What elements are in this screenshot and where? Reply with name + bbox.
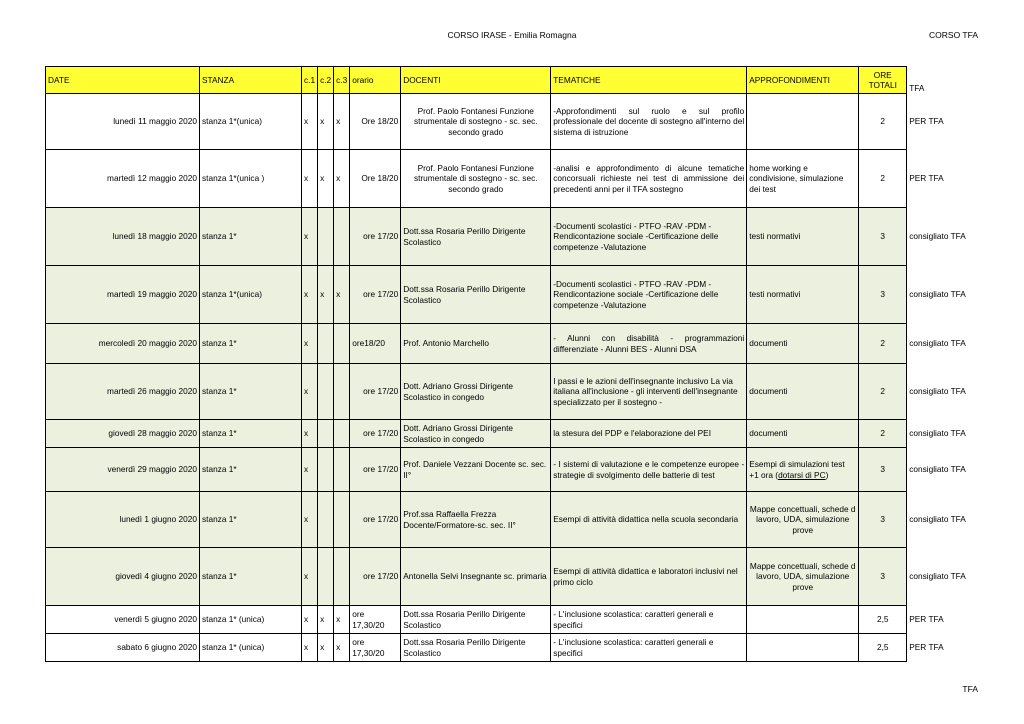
- cell-time: ore 17/20: [350, 266, 401, 324]
- table-row: [46, 548, 971, 606]
- cell-room: stanza 1*: [200, 208, 302, 266]
- cell-teacher: Prof. Paolo Fontanesi Funzione strumentale di sostegno - sc. sec. secondo grado: [401, 94, 551, 150]
- cell-c2: x: [318, 94, 334, 150]
- cell-topics: - I sistemi di valutazione e le competenze europee - strategie di svolgimento delle batterie di test: [551, 448, 747, 492]
- cell-extra: documenti: [747, 324, 859, 364]
- cell-c2: x: [318, 150, 334, 208]
- cell-time: ore 17/20: [350, 448, 401, 492]
- cell-room: stanza 1* (unica): [200, 634, 302, 662]
- cell-topics: -Documenti scolastici - PTFO -RAV -PDM -Rendicontazione sociale -Certificazione delle competenze -Valutazione: [551, 208, 747, 266]
- cell-date: giovedì 28 maggio 2020: [46, 420, 200, 448]
- cell-room: stanza 1*(unica ): [200, 150, 302, 208]
- table-header-row: [46, 67, 971, 94]
- table-row: [46, 606, 971, 634]
- cell-teacher: Dott. Adriano Grossi Dirigente Scolastico in congedo: [401, 420, 551, 448]
- cell-room: stanza 1*: [200, 364, 302, 420]
- cell-c2: x: [318, 606, 334, 634]
- cell-tfa: consigliato TFA: [907, 266, 971, 324]
- cell-time: ore 17/20: [350, 548, 401, 606]
- cell-c3: [334, 448, 350, 492]
- cell-c1: x: [302, 606, 318, 634]
- cell-teacher: Dott.ssa Rosaria Perillo Dirigente Scolastico: [401, 208, 551, 266]
- document-title: CORSO IRASE - Emilia Romagna: [447, 30, 577, 40]
- cell-c3: [334, 208, 350, 266]
- cell-teacher: Dott.ssa Rosaria Perillo Dirigente Scolastico: [401, 606, 551, 634]
- cell-extra: testi normativi: [747, 208, 859, 266]
- cell-time: ore 17/20: [350, 420, 401, 448]
- cell-c2: x: [318, 266, 334, 324]
- col-header-c3: c.3: [334, 67, 350, 94]
- cell-room: stanza 1*(unica): [200, 266, 302, 324]
- cell-time: Ore 18/20: [350, 94, 401, 150]
- cell-date: martedì 19 maggio 2020: [46, 266, 200, 324]
- col-header-date: DATE: [46, 67, 200, 94]
- cell-room: stanza 1*: [200, 448, 302, 492]
- cell-teacher: Antonella Selvi Insegnante sc. primaria: [401, 548, 551, 606]
- cell-topics: -Approfondimenti sul ruolo e sul profilo professionale del docente di sostegno all'interno del sistema di istruzione: [551, 94, 747, 150]
- cell-hours: 2,5: [859, 606, 907, 634]
- table-row: [46, 94, 971, 150]
- cell-teacher: Dott.ssa Rosaria Perillo Dirigente Scolastico: [401, 266, 551, 324]
- cell-tfa: PER TFA: [907, 94, 971, 150]
- cell-c3: [334, 548, 350, 606]
- cell-date: martedì 26 maggio 2020: [46, 364, 200, 420]
- cell-topics: - L'inclusione scolastica: caratteri generali e specifici: [551, 634, 747, 662]
- col-header-hours: ORE TOTALI: [859, 67, 907, 94]
- cell-c1: x: [302, 324, 318, 364]
- cell-c1: x: [302, 420, 318, 448]
- cell-hours: 2: [859, 150, 907, 208]
- cell-room: stanza 1*: [200, 492, 302, 548]
- cell-topics: -analisi e approfondimento di alcune tematiche concorsuali richieste nei test di ammissione dei precedenti anni per il TFA sostegno: [551, 150, 747, 208]
- cell-room: stanza 1*(unica): [200, 94, 302, 150]
- cell-extra: testi normativi: [747, 266, 859, 324]
- cell-hours: 3: [859, 492, 907, 548]
- cell-c3: x: [334, 266, 350, 324]
- cell-c3: x: [334, 634, 350, 662]
- col-header-topics: TEMATICHE: [551, 67, 747, 94]
- cell-c2: [318, 364, 334, 420]
- cell-c1: x: [302, 364, 318, 420]
- cell-date: venerdì 29 maggio 2020: [46, 448, 200, 492]
- col-header-tfa: TFA: [907, 67, 971, 94]
- cell-c3: [334, 364, 350, 420]
- table-row: [46, 150, 971, 208]
- cell-date: martedì 12 maggio 2020: [46, 150, 200, 208]
- cell-c2: x: [318, 634, 334, 662]
- cell-date: lunedì 18 maggio 2020: [46, 208, 200, 266]
- cell-hours: 2: [859, 324, 907, 364]
- cell-date: lunedì 11 maggio 2020: [46, 94, 200, 150]
- cell-c2: [318, 208, 334, 266]
- cell-c1: x: [302, 548, 318, 606]
- cell-teacher: Dott. Adriano Grossi Dirigente Scolastico in congedo: [401, 364, 551, 420]
- col-header-c1: c.1: [302, 67, 318, 94]
- table-row: [46, 324, 971, 364]
- cell-hours: 3: [859, 448, 907, 492]
- cell-date: venerdì 5 giugno 2020: [46, 606, 200, 634]
- cell-extra: [747, 634, 859, 662]
- table-row: [46, 266, 971, 324]
- cell-time: ore 17,30/20: [350, 606, 401, 634]
- table-row: [46, 420, 971, 448]
- cell-hours: 2: [859, 94, 907, 150]
- col-header-time: orario: [350, 67, 401, 94]
- cell-hours: 2: [859, 420, 907, 448]
- cell-topics: I passi e le azioni dell'insegnante inclusivo La via italiana all'inclusione - gli interventi dell'insegnante specializzato per il sostegno -: [551, 364, 747, 420]
- cell-hours: 3: [859, 548, 907, 606]
- cell-c1: x: [302, 150, 318, 208]
- document-header-right: CORSO TFA: [929, 30, 978, 40]
- col-header-c2: c.2: [318, 67, 334, 94]
- cell-date: sabato 6 giugno 2020: [46, 634, 200, 662]
- cell-time: ore 17/20: [350, 492, 401, 548]
- cell-c1: x: [302, 448, 318, 492]
- schedule-table: [45, 66, 971, 662]
- cell-tfa: consigliato TFA: [907, 364, 971, 420]
- cell-time: ore 17/20: [350, 364, 401, 420]
- table-row: [46, 448, 971, 492]
- cell-teacher: Dott.ssa Rosaria Perillo Dirigente Scolastico: [401, 634, 551, 662]
- cell-teacher: Prof. Paolo Fontanesi Funzione strumentale di sostegno - sc. sec. secondo grado: [401, 150, 551, 208]
- cell-extra: [747, 448, 859, 492]
- table-row: [46, 208, 971, 266]
- cell-time: ore 17/20: [350, 208, 401, 266]
- cell-topics: Esempi di attività didattica nella scuola secondaria: [551, 492, 747, 548]
- cell-tfa: consigliato TFA: [907, 492, 971, 548]
- col-header-teachers: DOCENTI: [401, 67, 551, 94]
- cell-room: stanza 1* (unica): [200, 606, 302, 634]
- cell-c3: x: [334, 94, 350, 150]
- cell-tfa: consigliato TFA: [907, 448, 971, 492]
- table-row: [46, 634, 971, 662]
- cell-c2: [318, 324, 334, 364]
- cell-c2: [318, 548, 334, 606]
- cell-hours: 3: [859, 208, 907, 266]
- cell-extra: [747, 94, 859, 150]
- cell-time: ore18/20: [350, 324, 401, 364]
- cell-topics: Esempi di attività didattica e laboratori inclusivi nel primo ciclo: [551, 548, 747, 606]
- extra-close: ): [825, 469, 829, 480]
- cell-c2: [318, 420, 334, 448]
- cell-extra: [747, 606, 859, 634]
- cell-time: ore 17,30/20: [350, 634, 401, 662]
- table-row: [46, 364, 971, 420]
- extra-text: Esempi di simulazioni test +1 ora (: [749, 459, 845, 480]
- cell-time: Ore 18/20: [350, 150, 401, 208]
- extra-underlined: dotarsi di PC: [778, 469, 826, 480]
- col-header-room: STANZA: [200, 67, 302, 94]
- page-footer: TFA: [962, 684, 978, 694]
- cell-extra: documenti: [747, 420, 859, 448]
- cell-extra: Mappe concettuali, schede d lavoro, UDA, simulazione prove: [747, 492, 859, 548]
- cell-c1: x: [302, 208, 318, 266]
- cell-c3: x: [334, 606, 350, 634]
- table-row: [46, 492, 971, 548]
- cell-topics: -Documenti scolastici - PTFO -RAV -PDM -Rendicontazione sociale -Certificazione delle competenze -Valutazione: [551, 266, 747, 324]
- cell-date: lunedì 1 giugno 2020: [46, 492, 200, 548]
- cell-topics: la stesura del PDP e l'elaborazione del PEI: [551, 420, 747, 448]
- cell-tfa: PER TFA: [907, 150, 971, 208]
- cell-date: giovedì 4 giugno 2020: [46, 548, 200, 606]
- cell-extra: home working e condivisione, simulazione dei test: [747, 150, 859, 208]
- cell-c1: x: [302, 266, 318, 324]
- cell-tfa: consigliato TFA: [907, 420, 971, 448]
- cell-c2: [318, 492, 334, 548]
- cell-tfa: consigliato TFA: [907, 324, 971, 364]
- cell-teacher: Prof.ssa Raffaella Frezza Docente/Formatore-sc. sec. II°: [401, 492, 551, 548]
- cell-topics: - Alunni con disabilità - programmazioni differenziate - Alunni BES - Alunni DSA: [551, 324, 747, 364]
- cell-teacher: Prof. Antonio Marchello: [401, 324, 551, 364]
- cell-c3: [334, 492, 350, 548]
- cell-topics: - L'inclusione scolastica: caratteri generali e specifici: [551, 606, 747, 634]
- cell-c3: x: [334, 150, 350, 208]
- cell-tfa: PER TFA: [907, 634, 971, 662]
- cell-c3: [334, 420, 350, 448]
- cell-room: stanza 1*: [200, 548, 302, 606]
- cell-hours: 3: [859, 266, 907, 324]
- col-header-extra: APPROFONDIMENTI: [747, 67, 859, 94]
- cell-hours: 2: [859, 364, 907, 420]
- cell-tfa: consigliato TFA: [907, 548, 971, 606]
- cell-date: mercoledì 20 maggio 2020: [46, 324, 200, 364]
- cell-c3: [334, 324, 350, 364]
- cell-extra: documenti: [747, 364, 859, 420]
- cell-c1: x: [302, 94, 318, 150]
- cell-hours: 2,5: [859, 634, 907, 662]
- cell-room: stanza 1*: [200, 324, 302, 364]
- cell-teacher: Prof. Daniele Vezzani Docente sc. sec. II°: [401, 448, 551, 492]
- cell-c2: [318, 448, 334, 492]
- cell-room: stanza 1*: [200, 420, 302, 448]
- cell-tfa: consigliato TFA: [907, 208, 971, 266]
- cell-tfa: PER TFA: [907, 606, 971, 634]
- cell-extra: Mappe concettuali, schede d lavoro, UDA, simulazione prove: [747, 548, 859, 606]
- cell-c1: x: [302, 634, 318, 662]
- cell-c1: x: [302, 492, 318, 548]
